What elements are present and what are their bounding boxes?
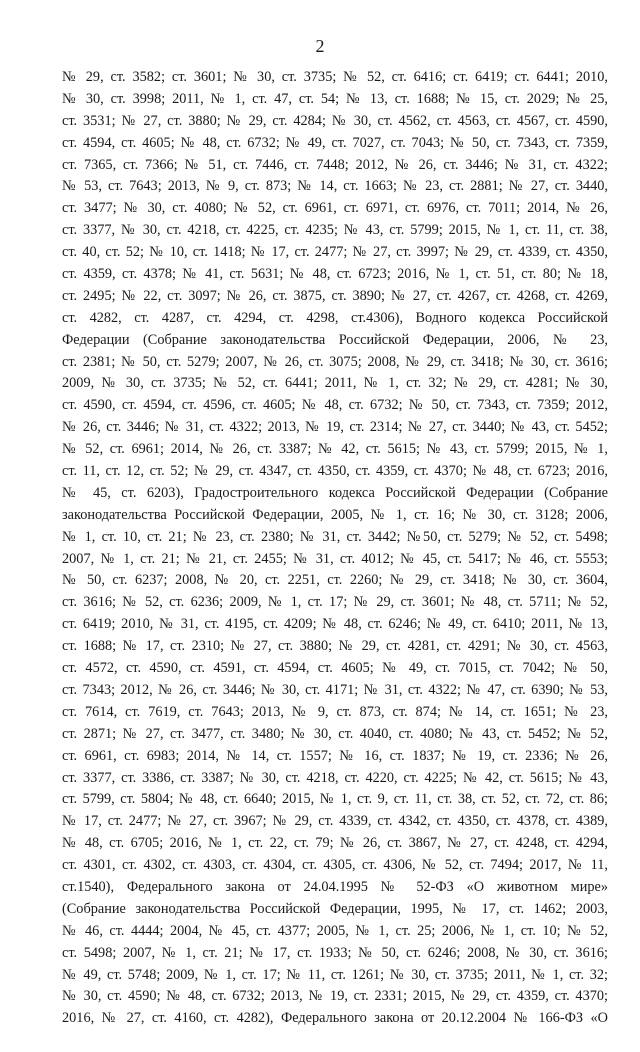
text-line: ст. 40, ст. 52; № 10, ст. 1418; № 17, ст. 2477; № 27, ст. 3997; № 29, ст. 4339, ст. 4350, xyxy=(62,244,608,261)
text-line: ст. 2495; № 22, ст. 3097; № 26, ст. 3875, ст. 3890; № 27, ст. 4267, ст. 4268, ст. 4269, xyxy=(62,287,608,304)
text-line: № 52, ст. 6961; 2014, № 26, ст. 3387; № 42, ст. 5615; № 43, ст. 5799; 2015, № 1, xyxy=(62,441,608,458)
text-line: ст. 3531; № 27, ст. 3880; № 29, ст. 4284; № 30, ст. 4562, ст. 4563, ст. 4567, ст. 4590, xyxy=(62,112,608,129)
text-line: ст. 4282, ст. 4287, ст. 4294, ст. 4298, ст.4306), Водного кодекса Российской xyxy=(62,309,608,326)
text-line: 2009, № 30, ст. 3735; № 52, ст. 6441; 2011, № 1, ст. 32; № 29, ст. 4281; № 30, xyxy=(62,375,608,392)
text-line: ст. 1688; № 17, ст. 2310; № 27, ст. 3880; № 29, ст. 4281, ст. 4291; № 30, ст. 4563, xyxy=(62,638,608,655)
text-line: № 30, ст. 4590; № 48, ст. 6732; 2013, № 19, ст. 2331; 2015, № 29, ст. 4359, ст. 4370; xyxy=(62,988,608,1005)
text-line: ст. 2381; № 50, ст. 5279; 2007, № 26, ст. 3075; 2008, № 29, ст. 3418; № 30, ст. 3616; xyxy=(62,353,608,370)
text-line: ст. 7365, ст. 7366; № 51, ст. 7446, ст. 7448; 2012, № 26, ст. 3446; № 31, ст. 4322; xyxy=(62,156,608,173)
text-line: ст. 4594, ст. 4605; № 48, ст. 6732; № 49, ст. 7027, ст. 7043; № 50, ст. 7343, ст. 7359, xyxy=(62,134,608,151)
text-line: № 53, ст. 7643; 2013, № 9, ст. 873; № 14, ст. 1663; № 23, ст. 2881; № 27, ст. 3440, xyxy=(62,178,608,195)
text-line: № 45, ст. 6203), Градостроительного кодекса Российской Федерации (Собрание xyxy=(62,484,608,501)
text-line: ст. 6419; 2010, № 31, ст. 4195, ст. 4209; № 48, ст. 6246; № 49, ст. 6410; 2011, № 13, xyxy=(62,616,608,633)
text-line: ст. 4301, ст. 4302, ст. 4303, ст. 4304, ст. 4305, ст. 4306, № 52, ст. 7494; 2017, № 11, xyxy=(62,857,608,874)
page-number: 2 xyxy=(315,36,325,56)
text-line: № 26, ст. 3446; № 31, ст. 4322; 2013, № 19, ст. 2314; № 27, ст. 3440; № 43, ст. 5452; xyxy=(62,419,608,436)
text-line: ст. 4590, ст. 4594, ст. 4596, ст. 4605; № 48, ст. 6732; № 50, ст. 7343, ст. 7359; 2012, xyxy=(62,397,608,414)
text-line: ст. 5799, ст. 5804; № 48, ст. 6640; 2015, № 1, ст. 9, ст. 11, ст. 38, ст. 52, ст. 72, ст. 86; xyxy=(62,791,608,808)
text-line: ст.1540), Федерального закона от 24.04.1995 № 52-ФЗ «О животном мире» xyxy=(62,878,608,895)
text-line: ст. 11, ст. 12, ст. 52; № 29, ст. 4347, ст. 4350, ст. 4359, ст. 4370; № 48, ст. 6723; 2016, xyxy=(62,463,608,480)
text-line: Федерации (Собрание законодательства Российской Федерации, 2006, № 23, xyxy=(62,331,608,348)
text-line: № 30, ст. 3998; 2011, № 1, ст. 47, ст. 54; № 13, ст. 1688; № 15, ст. 2029; № 25, xyxy=(62,90,608,107)
text-line: 2007, № 1, ст. 21; № 21, ст. 2455; № 31, ст. 4012; № 45, ст. 5417; № 46, ст. 5553; xyxy=(62,550,608,567)
text-line: ст. 7614, ст. 7619, ст. 7643; 2013, № 9, ст. 873, ст. 874; № 14, ст. 1651; № 23, xyxy=(62,703,608,720)
text-line: ст. 6961, ст. 6983; 2014, № 14, ст. 1557; № 16, ст. 1837; № 19, ст. 2336; № 26, xyxy=(62,747,608,764)
text-line: № 49, ст. 5748; 2009, № 1, ст. 17; № 11, ст. 1261; № 30, ст. 3735; 2011, № 1, ст. 32; xyxy=(62,966,608,983)
text-line: № 50, ст. 6237; 2008, № 20, ст. 2251, ст. 2260; № 29, ст. 3418; № 30, ст. 3604, xyxy=(62,572,608,589)
text-line: ст. 7343; 2012, № 26, ст. 3446; № 30, ст. 4171; № 31, ст. 4322; № 47, ст. 6390; № 53, xyxy=(62,681,608,698)
text-line: ст. 5498; 2007, № 1, ст. 21; № 17, ст. 1933; № 50, ст. 6246; 2008, № 30, ст. 3616; xyxy=(62,944,608,961)
text-line xyxy=(62,1030,608,1052)
text-line: № 29, ст. 3582; ст. 3601; № 30, ст. 3735; № 52, ст. 6416; ст. 6419; ст. 6441; 2010, xyxy=(62,69,608,85)
text-line: ст. 3616; № 52, ст. 6236; 2009, № 1, ст. 17; № 29, ст. 3601; № 48, ст. 5711; № 52, xyxy=(62,594,608,611)
text-line: (Собрание законодательства Российской Федерации, 1995, № 17, ст. 1462; 2003, xyxy=(62,900,608,917)
text-line: № 48, ст. 6705; 2016, № 1, ст. 22, ст. 79; № 26, ст. 3867, № 27, ст. 4248, ст. 4294, xyxy=(62,835,608,852)
text-line: ст. 3477; № 30, ст. 4080; № 52, ст. 6961, ст. 6971, ст. 6976, ст. 7011; 2014, № 26, xyxy=(62,200,608,217)
text-line: ст. 3377, № 30, ст. 4218, ст. 4225, ст. 4235; № 43, ст. 5799; 2015, № 1, ст. 11, ст. 38, xyxy=(62,222,608,239)
text-line: № 1, ст. 10, ст. 21; № 23, ст. 2380; № 31, ст. 3442; №50, ст. 5279; № 52, ст. 5498; xyxy=(62,528,608,545)
text-line: ст. 2871; № 27, ст. 3477, ст. 3480; № 30, ст. 4040, ст. 4080; № 43, ст. 5452; № 52, xyxy=(62,725,608,742)
text-line: законодательства Российской Федерации, 2005, № 1, ст. 16; № 30, ст. 3128; 2006, xyxy=(62,506,608,523)
text-line: ст. 4572, ст. 4590, ст. 4591, ст. 4594, ст. 4605; № 49, ст. 7015, ст. 7042; № 50, xyxy=(62,660,608,677)
text-line: № 46, ст. 4444; 2004, № 45, ст. 4377; 2005, № 1, ст. 25; 2006, № 1, ст. 10; № 52, xyxy=(62,922,608,939)
body-text xyxy=(62,67,608,1052)
text-line: 2016, № 27, ст. 4160, ст. 4282), Федерального закона от 20.12.2004 № 166-ФЗ «О xyxy=(62,1010,608,1027)
text-line: № 17, ст. 2477; № 27, ст. 3967; № 29, ст. 4339, ст. 4342, ст. 4350, ст. 4378, ст. 4389, xyxy=(62,813,608,830)
text-line: ст. 3377, ст. 3386, ст. 3387; № 30, ст. 4218, ст. 4220, ст. 4225; № 42, ст. 5615; № 43, xyxy=(62,769,608,786)
text-line: ст. 4359, ст. 4378; № 41, ст. 5631; № 48, ст. 6723; 2016, № 1, ст. 51, ст. 80; № 18, xyxy=(62,266,608,283)
